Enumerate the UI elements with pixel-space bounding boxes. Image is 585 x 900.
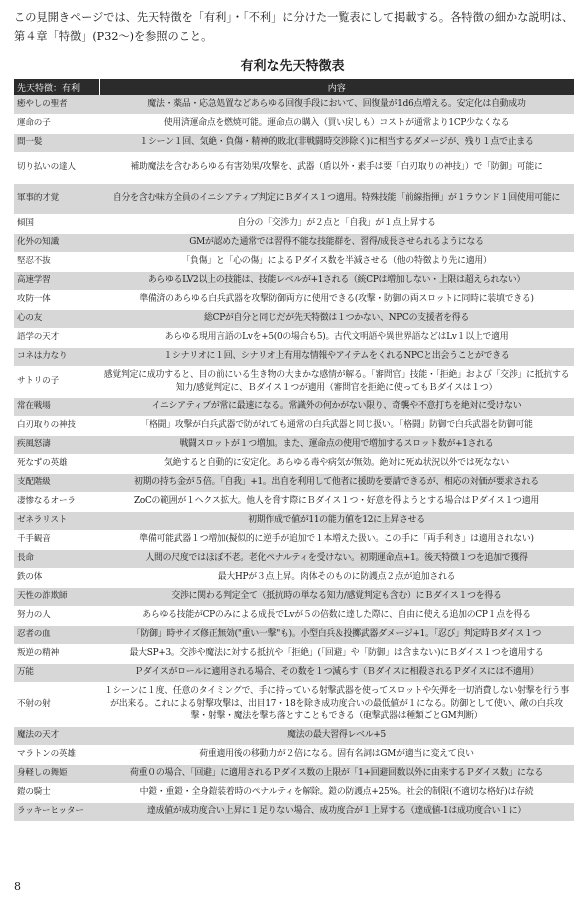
table-row — [14, 397, 574, 416]
table-row — [14, 682, 574, 726]
table-row — [14, 133, 574, 152]
trait-description: 魔法・薬品・応急処置などあらゆる回復手段において、回復量が1d6点増える。安定化は自動成功 — [99, 95, 574, 114]
trait-name: 運命の子 — [14, 114, 99, 133]
trait-description: 準備済のあらゆる白兵武器を攻撃防御両方に使用できる(攻撃・防御の両スロットに同時に装填できる) — [99, 290, 574, 309]
table-row — [14, 473, 574, 492]
trait-name: コネは力なり — [14, 347, 99, 366]
trait-description: 初期作成で値が11の能力値を12に上昇させる — [99, 511, 574, 530]
trait-name: 間一髪 — [14, 133, 99, 152]
table-row — [14, 783, 574, 802]
trait-name: 天性の詐欺師 — [14, 587, 99, 606]
table-row — [14, 530, 574, 549]
trait-description: １シーン１回、気絶・負傷・精神的敗北(非戦闘時交渉除く)に相当するダメージが、残り１点で止まる — [99, 133, 574, 152]
trait-name: 死なずの英雄 — [14, 454, 99, 473]
trait-description: 「負傷」と「心の傷」によるＰダイス数を半減させる（他の特徴より先に適用） — [99, 252, 574, 271]
table-row — [14, 549, 574, 568]
table-row — [14, 95, 574, 114]
trait-name: 白刃取りの神技 — [14, 416, 99, 435]
trait-description: 準備可能武器１つ増加(擬似的に逆手が追加で１本増えた扱い。この手に「両手利き」は適用されない) — [99, 530, 574, 549]
trait-name: 凄惨なるオーラ — [14, 492, 99, 511]
trait-description: 荷重０の場合、「回避」に適用されるＰダイス数の上限が「1+回避回数以外に由来するＰダイス数」になる — [99, 764, 574, 783]
trait-name: 常在戦場 — [14, 397, 99, 416]
table-row — [14, 568, 574, 587]
table-row — [14, 454, 574, 473]
trait-name: 心の友 — [14, 309, 99, 328]
table-row — [14, 271, 574, 290]
trait-description: 中鎧・重鎧・全身鎧装着時のペナルティを解除。鎧の防護点+25%。社会的制限(不適切な格好)は存続 — [99, 783, 574, 802]
trait-name: 努力の人 — [14, 606, 99, 625]
trait-description: 初期の持ち金が５倍。「自我」+1。出自を利用して他者に援助を要請できるが、相応の対価が要求される — [99, 473, 574, 492]
header-trait: 先天特徴：有利 — [14, 79, 99, 95]
table-row — [14, 309, 574, 328]
trait-name: 支配階級 — [14, 473, 99, 492]
table-row — [14, 152, 574, 183]
trait-description: 自分を含む味方全員のイニシアティブ判定にＢダイス１つ適用。特殊技能「前線指揮」が１ラウンド１回使用可能に — [99, 183, 574, 214]
table-row — [14, 328, 574, 347]
header-content: 内容 — [99, 79, 574, 95]
trait-name: 傾国 — [14, 214, 99, 233]
table-row — [14, 625, 574, 644]
table-row — [14, 764, 574, 783]
table-row — [14, 492, 574, 511]
table-body — [14, 95, 574, 821]
trait-description: 総CPが自分と同じだが先天特徴は１つかない、NPCの支援者を得る — [99, 309, 574, 328]
trait-name: マラトンの英雄 — [14, 745, 99, 764]
table-row — [14, 290, 574, 309]
trait-description: イニシアティブが常に最速になる。常識外の何かがない限り、奇襲や不意打ちを絶対に受けない — [99, 397, 574, 416]
trait-name: 不射の射 — [14, 682, 99, 726]
trait-name: ラッキーヒッター — [14, 802, 99, 821]
trait-description: 魔法の最大習得レベル+5 — [99, 726, 574, 745]
table-header-row — [14, 79, 574, 95]
table-row — [14, 347, 574, 366]
trait-name: 切り払いの達人 — [14, 152, 99, 183]
trait-name: 叛逆の精神 — [14, 644, 99, 663]
table-row — [14, 511, 574, 530]
trait-description: 達成値が成功度合い上昇に１足りない場合、成功度合が１上昇する（達成値-1は成功度合い１に） — [99, 802, 574, 821]
trait-name: 高速学習 — [14, 271, 99, 290]
table-title: 有利な先天特徴表 — [240, 59, 345, 74]
trait-description: 荷重適用後の移動力が２倍になる。固有名詞はGMが適当に変えて良い — [99, 745, 574, 764]
table-row — [14, 644, 574, 663]
trait-description: あらゆる技能がCPのみによる成長でLvが５の倍数に達した際に、自由に使える追加のCP１点を得る — [99, 606, 574, 625]
table-row — [14, 183, 574, 214]
trait-name: ゼネラリスト — [14, 511, 99, 530]
page-number: 8 — [14, 880, 21, 893]
trait-description: 最大HPが３点上昇。肉体そのものに防護点２点が追加される — [99, 568, 574, 587]
trait-name: 忍者の血 — [14, 625, 99, 644]
trait-description: 交渉に関わる判定全て（抵抗時の単なる知力/感覚判定も含む）にＢダイス１つを得る — [99, 587, 574, 606]
trait-description: 使用済運命点を燃焼可能。運命点の購入（買い戻しも）コストが通常より1CP少なくなる — [99, 114, 574, 133]
trait-name: 攻防一体 — [14, 290, 99, 309]
table-row — [14, 606, 574, 625]
trait-description: １シナリオに１回、シナリオ上有用な情報やアイテムをくれるNPCと出会うことができる — [99, 347, 574, 366]
trait-description: あらゆる現用言語のLvを+5(0の場合も5)。古代文明語や異世界語などはLv１以上で適用 — [99, 328, 574, 347]
trait-description: 最大SP+3。交渉や魔法に対する抵抗や「拒絶」(「回避」や「防御」は含まない)にＢダイス１つを適用する — [99, 644, 574, 663]
table-row — [14, 366, 574, 397]
trait-name: 軍事的才覚 — [14, 183, 99, 214]
table-row — [14, 745, 574, 764]
table-row — [14, 214, 574, 233]
trait-name: 癒やしの聖者 — [14, 95, 99, 114]
trait-name: 千手観音 — [14, 530, 99, 549]
trait-description: 戦闘スロットが１つ増加。また、運命点の使用で増加するスロット数が+1される — [99, 435, 574, 454]
trait-name: 堅忍不抜 — [14, 252, 99, 271]
trait-description: 気絶すると自動的に安定化。あらゆる毒や病気が無効。絶対に死ぬ状況以外では死なない — [99, 454, 574, 473]
trait-description: 感覚判定に成功すると、目の前にいる生き物の大まかな感情が解る。「審問官」技能・「拒絶」および「交渉」に抵抗する知力/感覚判定に、Ｂダイス１つが適用（審問官を拒絶に使ってもＢダイスは１つ） — [99, 366, 574, 397]
trait-name: 鉄の体 — [14, 568, 99, 587]
trait-description: ZoCの範囲が１ヘクス拡大。他人を脅す際にＢダイス１つ・好意を得ようとする場合はＰダイス１つ適用 — [99, 492, 574, 511]
table-row — [14, 802, 574, 821]
table-row — [14, 435, 574, 454]
trait-name: 語学の天才 — [14, 328, 99, 347]
trait-name: 化外の知識 — [14, 233, 99, 252]
trait-description: 自分の「交渉力」が２点と「自我」が１点上昇する — [99, 214, 574, 233]
traits-table — [14, 79, 574, 822]
table-row — [14, 252, 574, 271]
trait-name: 長命 — [14, 549, 99, 568]
trait-description: 「防御」時サイズ修正無効("重い一撃"も)。小型白兵＆投擲武器ダメージ+1。「忍び」判定時Ｂダイス１つ — [99, 625, 574, 644]
trait-name: 疾風怒濤 — [14, 435, 99, 454]
trait-description: 「格闘」攻撃が白兵武器で防がれても通常の白兵武器と同じ扱い。「格闘」防御で白兵武器を防御可能 — [99, 416, 574, 435]
trait-name: サトリの子 — [14, 366, 99, 397]
intro-text: この見開きページでは、先天特徴を「有利」・「不利」に分けた一覧表にして掲載する。各特徴の細かな説明は、第４章「特徴」(P32〜)を参照のこと。 — [14, 11, 574, 43]
trait-name: 万能 — [14, 663, 99, 682]
table-row — [14, 416, 574, 435]
trait-description: GMが認めた通常では習得不能な技能群を、習得/成長させられるようになる — [99, 233, 574, 252]
table-row — [14, 663, 574, 682]
table-row — [14, 114, 574, 133]
trait-description: Ｐダイスがロールに適用される場合、その数を１つ減らす（Ｂダイスに相殺されるＰダイスには不適用） — [99, 663, 574, 682]
trait-description: 人間の尺度ではほぼ不老。老化ペナルティを受けない。初期運命点+1。後天特徴１つを追加で獲得 — [99, 549, 574, 568]
trait-name: 鎧の騎士 — [14, 783, 99, 802]
trait-description: １シーンに１度、任意のタイミングで、手に持っている射撃武器を使ってスロットや矢弾を一切消費しない射撃を行う事が出来る。これによる射撃攻撃は、出目17・18を除き成功度合いの最低値が１になる。防御として使い、敵の白兵攻撃・射撃・魔法を撃ち落とすこともできる（砲撃武器は種類ごとGM判断） — [99, 682, 574, 726]
trait-description: あらゆるLV2以上の技能は、技能レベルが+1される（統CPは増加しない・上限は超えられない） — [99, 271, 574, 290]
trait-description: 補助魔法を含むあらゆる有害効果/攻撃を、武器（盾以外・素手は要「白刃取りの神技」）で「防御」可能に — [99, 152, 574, 183]
trait-name: 身軽しの舞姫 — [14, 764, 99, 783]
table-row — [14, 233, 574, 252]
table-row — [14, 726, 574, 745]
table-row — [14, 587, 574, 606]
trait-name: 魔法の天才 — [14, 726, 99, 745]
